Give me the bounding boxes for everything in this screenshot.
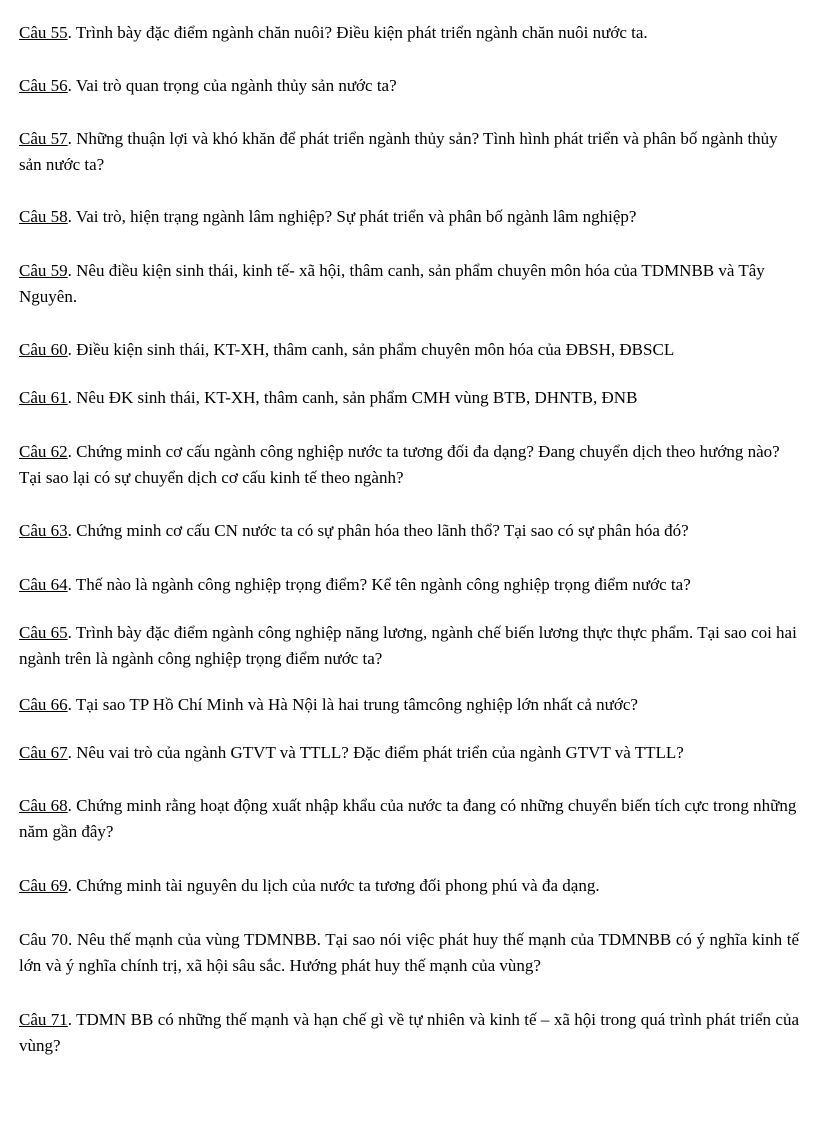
question-number: Câu 68 xyxy=(19,796,68,815)
question-67 xyxy=(19,740,799,766)
question-number: Câu 56 xyxy=(19,76,68,95)
question-62 xyxy=(19,439,799,491)
question-text: . Nêu điều kiện sinh thái, kinh tế- xã hội, thâm canh, sản phẩm chuyên môn hóa của TDMNBB và Tây Nguyên. xyxy=(19,261,765,306)
question-text: . TDMN BB có những thế mạnh và hạn chế gì về tự nhiên và kinh tế – xã hội trong quá trình phát triển của vùng? xyxy=(19,1010,799,1055)
question-65 xyxy=(19,620,799,672)
question-58 xyxy=(19,204,799,230)
question-text: . Thế nào là ngành công nghiệp trọng điểm? Kể tên ngành công nghiệp trọng điểm nước ta? xyxy=(67,575,691,594)
question-text: . Những thuận lợi và khó khăn để phát triển ngành thủy sản? Tình hình phát triển và phân bố ngành thủy sản nước ta? xyxy=(19,129,778,174)
question-text: . Vai trò, hiện trạng ngành lâm nghiệp? Sự phát triển và phân bố ngành lâm nghiệp? xyxy=(67,207,637,226)
question-66 xyxy=(19,692,799,718)
question-number: Câu 70 xyxy=(19,930,68,949)
question-text: . Chứng minh rằng hoạt động xuất nhập khẩu của nước ta đang có những chuyển biến tích cực trong những năm gần đây? xyxy=(19,796,797,841)
question-number: Câu 55 xyxy=(19,23,68,42)
question-text: . Vai trò quan trọng của ngành thủy sản nước ta? xyxy=(67,76,397,95)
question-64 xyxy=(19,572,799,598)
question-text: . Trình bày đặc điểm ngành công nghiệp năng lương, ngành chế biến lương thực thực phẩm. Tại sao coi hai ngành trên là ngành công nghiệp trọng điểm nước ta? xyxy=(19,623,797,668)
question-text: . Chứng minh tài nguyên du lịch của nước ta tương đối phong phú và đa dạng. xyxy=(67,876,600,895)
question-number: Câu 61 xyxy=(19,388,68,407)
question-text: . Tại sao TP Hồ Chí Minh và Hà Nội là hai trung tâmcông nghiệp lớn nhất cả nước? xyxy=(67,695,638,714)
question-text: . Nêu ĐK sinh thái, KT-XH, thâm canh, sản phẩm CMH vùng BTB, DHNTB, ĐNB xyxy=(67,388,638,407)
question-56 xyxy=(19,73,799,99)
question-number: Câu 67 xyxy=(19,743,68,762)
question-63 xyxy=(19,518,799,544)
question-number: Câu 71 xyxy=(19,1010,68,1029)
question-number: Câu 64 xyxy=(19,575,68,594)
question-text: . Điều kiện sinh thái, KT-XH, thâm canh, sản phẩm chuyên môn hóa của ĐBSH, ĐBSCL xyxy=(67,340,675,359)
question-69 xyxy=(19,873,799,899)
question-68 xyxy=(19,793,799,845)
question-text: . Chứng minh cơ cấu CN nước ta có sự phân hóa theo lãnh thổ? Tại sao có sự phân hóa đó? xyxy=(67,521,689,540)
question-number: Câu 63 xyxy=(19,521,68,540)
question-number: Câu 58 xyxy=(19,207,68,226)
question-number: Câu 66 xyxy=(19,695,68,714)
question-60 xyxy=(19,337,799,363)
question-number: Câu 57 xyxy=(19,129,68,148)
question-57 xyxy=(19,126,799,178)
question-70 xyxy=(19,927,799,979)
question-text: . Nêu vai trò của ngành GTVT và TTLL? Đặc điểm phát triển của ngành GTVT và TTLL? xyxy=(67,743,684,762)
question-number: Câu 59 xyxy=(19,261,68,280)
question-number: Câu 65 xyxy=(19,623,68,642)
question-59 xyxy=(19,258,799,310)
question-71 xyxy=(19,1007,799,1059)
question-number: Câu 69 xyxy=(19,876,68,895)
question-61 xyxy=(19,385,799,411)
question-text: . Nêu thế mạnh của vùng TDMNBB. Tại sao nói việc phát huy thế mạnh của TDMNBB có ý nghĩa kinh tế lớn và ý nghĩa chính trị, xã hội sâu sắc. Hướng phát huy thế mạnh của vùng? xyxy=(19,930,799,975)
question-number: Câu 62 xyxy=(19,442,68,461)
question-55 xyxy=(19,20,799,46)
question-text: . Chứng minh cơ cấu ngành công nghiệp nước ta tương đối đa dạng? Đang chuyển dịch theo hướng nào? Tại sao lại có sự chuyển dịch cơ cấu kinh tế theo ngành? xyxy=(19,442,780,487)
question-text: . Trình bày đặc điểm ngành chăn nuôi? Điều kiện phát triển ngành chăn nuôi nước ta. xyxy=(67,23,648,42)
question-number: Câu 60 xyxy=(19,340,68,359)
